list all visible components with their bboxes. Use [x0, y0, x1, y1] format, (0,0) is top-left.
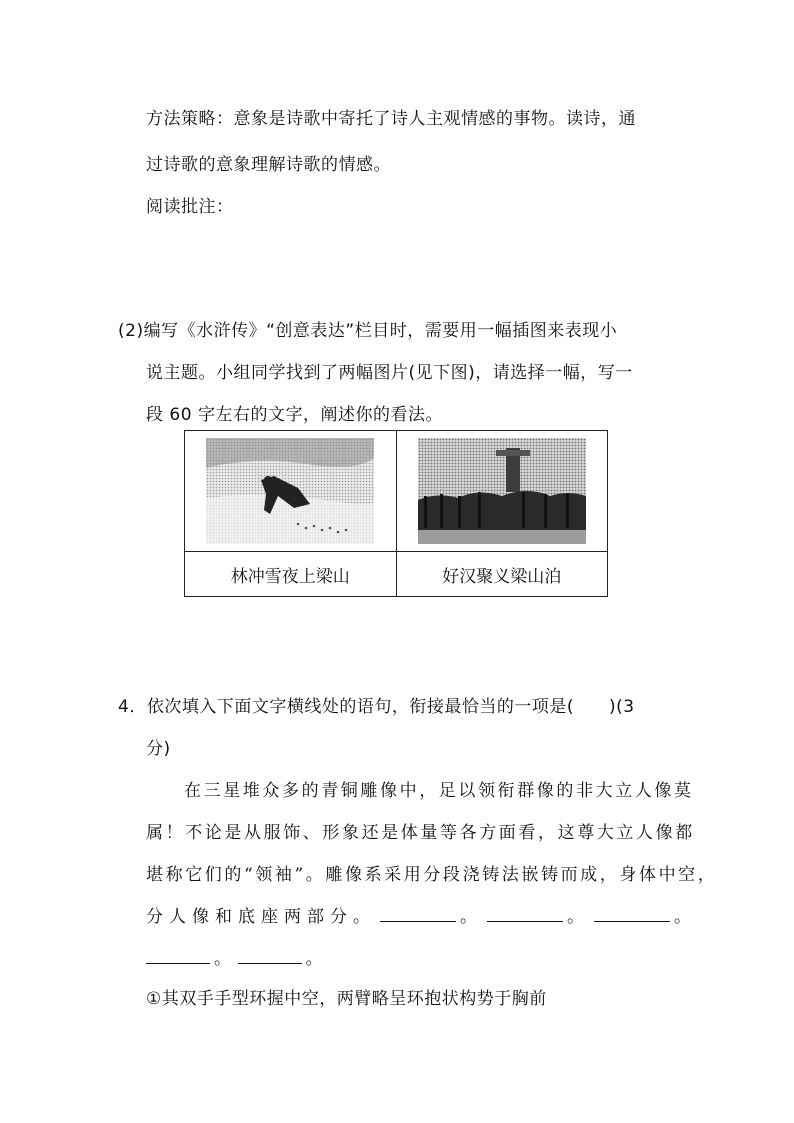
gathering-illustration — [418, 438, 586, 544]
blank-2[interactable] — [487, 907, 563, 922]
passage-line-1: 在三星堆众多的青铜雕像中，足以领衔群像的非大立人像莫 — [184, 781, 694, 801]
image-cell-lin-chong — [185, 431, 397, 552]
image-cell-gathering — [396, 431, 608, 552]
q2-line-1: (2)编写《水浒传》“创意表达”栏目时，需要用一幅插图来表现小 — [118, 321, 618, 341]
passage-line-3: 堪称它们的“领袖”。雕像系采用分段浇铸法嵌铸而成，身体中空， — [146, 865, 718, 885]
blank-1[interactable] — [380, 907, 456, 922]
q2-line-2: 说主题。小组同学找到了两幅图片(见下图)，请选择一幅，写一 — [146, 363, 633, 383]
passage-line-2: 属！不论是从服饰、形象还是体量等各方面看，这尊大立人像都 — [146, 823, 695, 843]
passage-line-5 — [146, 944, 325, 969]
sep-1: 。 — [460, 907, 483, 927]
option-1: ①其双手手型环握中空，两臂略呈环抱状构势于胸前 — [146, 989, 547, 1009]
q2-line-3: 段 60 字左右的文字，阐述你的看法。 — [146, 405, 443, 425]
caption-lin-chong: 林冲雪夜上梁山 — [185, 552, 397, 597]
blank-5[interactable] — [238, 949, 302, 964]
annotation-label: 阅读批注： — [146, 197, 234, 217]
blank-3[interactable] — [594, 907, 670, 922]
caption-gathering: 好汉聚义梁山泊 — [396, 552, 608, 597]
sep-5: 。 — [305, 949, 326, 969]
illustration-table — [184, 430, 608, 597]
strategy-line-2: 过诗歌的意象理解诗歌的情感。 — [146, 155, 391, 175]
sep-3: 。 — [674, 907, 697, 927]
blank-4[interactable] — [146, 949, 210, 964]
q4-line-2: 分) — [146, 739, 171, 759]
passage-line-4-text: 分人像和底座两部分。 — [146, 907, 376, 927]
sep-2: 。 — [567, 907, 590, 927]
passage-line-4 — [146, 902, 697, 927]
snow-night-illustration — [206, 438, 374, 544]
q4-line-1: 4．依次填入下面文字横线处的语句，衔接最恰当的一项是( )(3 — [118, 697, 635, 717]
sep-4: 。 — [214, 949, 234, 969]
strategy-line-1: 方法策略：意象是诗歌中寄托了诗人主观情感的事物。读诗，通 — [146, 109, 636, 129]
